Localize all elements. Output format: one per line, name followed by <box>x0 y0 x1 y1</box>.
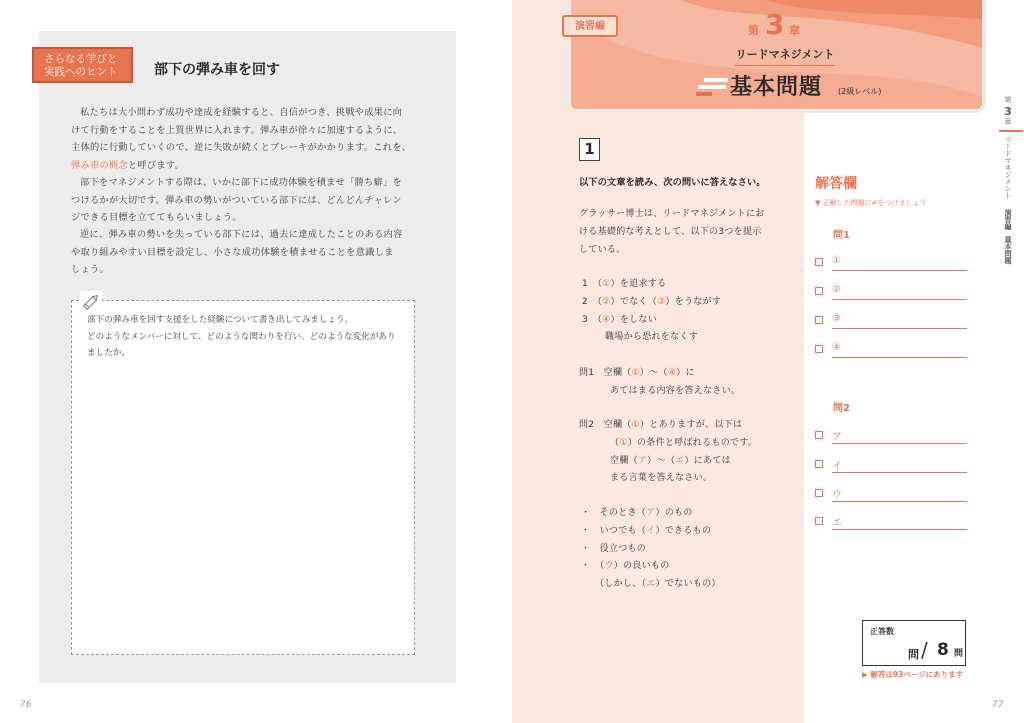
text: 空欄（ <box>603 368 632 378</box>
hint-badge <box>32 47 133 83</box>
level-label: (2級レベル) <box>838 87 882 96</box>
text: 空欄（ <box>610 455 638 466</box>
question-2-line <box>579 417 757 435</box>
section-title: 基本問題 <box>730 75 823 100</box>
checkbox[interactable] <box>815 345 823 353</box>
blank-4: ④ <box>602 314 611 325</box>
intro-line: している。 <box>579 244 626 255</box>
score-slash: / <box>921 638 928 662</box>
side-tab-bar <box>999 130 1023 132</box>
chapter-side-tab <box>999 96 1017 264</box>
question-2-line <box>579 453 757 471</box>
text: （ <box>610 437 620 448</box>
question-1-label: 問1 <box>579 368 595 378</box>
text: ）を追求する <box>610 279 667 289</box>
checkbox[interactable] <box>815 431 823 439</box>
chapter-prefix: 第 <box>748 24 759 37</box>
answer-line <box>832 501 967 502</box>
intro-line: ける基礎的な考えとして、以下の3つを提示 <box>579 226 762 237</box>
paragraph-2 <box>71 174 423 227</box>
answer-row[interactable] <box>815 487 967 501</box>
text: ）の条件と呼ばれるものです。 <box>627 437 758 448</box>
question-2-label: 問2 <box>579 420 595 430</box>
answer-line <box>832 270 967 271</box>
answer-row[interactable] <box>815 285 967 299</box>
answer-row[interactable] <box>815 458 967 472</box>
score-label: 正答数 <box>870 627 894 636</box>
left-page-title: 部下の弾み車を回す <box>154 62 280 78</box>
text: ）～（ <box>647 455 676 466</box>
question-2 <box>579 417 757 488</box>
condition-item: ・ 役立つもの <box>581 543 647 554</box>
answer-row[interactable] <box>815 256 967 270</box>
paragraph-1-line: 私たちは大小問わず成功や達成を経験すると、自信がつき、挑戦や成果に向 <box>80 107 403 118</box>
paragraph-3 <box>71 226 423 279</box>
side-tab-number: 3 <box>1004 104 1012 118</box>
score-question-unit: 問 <box>908 648 919 661</box>
answer-line <box>832 529 967 530</box>
blank: ① <box>631 368 640 378</box>
writing-prompt-line: ましたか。 <box>87 348 130 358</box>
paragraph-1-line: 主体的に行動していくので、逆に失敗が続くとブレーキがかかります。これを、 <box>71 142 412 153</box>
answer-line <box>832 299 967 300</box>
paragraph-3-line: や取り組みやすい目標を設定し、小さな成功体験を積ませることを意識しま <box>71 246 394 258</box>
answer-line <box>832 443 967 444</box>
answer-reference: ▶ 解答は93ページにあります <box>862 670 964 679</box>
text: ）～（ <box>639 368 668 378</box>
conditions-list <box>581 505 721 594</box>
checkbox[interactable] <box>815 258 823 266</box>
text: 1 （ <box>582 279 603 289</box>
blank: エ <box>646 579 656 590</box>
text: ）とありますが、以下は <box>639 420 743 430</box>
blank: イ <box>646 525 656 536</box>
text: いつでも（ <box>599 525 647 536</box>
answer-row[interactable] <box>815 429 967 443</box>
paragraph-3-line: 逆に、弾み車の勢いを失っている部下には、過去に達成したことのある内容 <box>80 229 403 240</box>
answer-label: ア <box>832 432 842 443</box>
text: ）の良いもの <box>613 561 670 572</box>
pencil-icon <box>80 291 102 313</box>
answer-row[interactable] <box>815 515 967 529</box>
page-number-left: 76 <box>20 700 32 710</box>
text: 空欄（ <box>603 420 632 430</box>
answer-note: ▼ 正解した問題に✔をつけましょう <box>815 199 927 207</box>
answer-line <box>832 328 967 329</box>
checkbox[interactable] <box>815 287 823 295</box>
blank: ア <box>646 508 656 518</box>
text: （しかし、（ <box>595 579 647 590</box>
answer-column-title: 解答欄 <box>815 176 857 192</box>
writing-prompt-line: 部下の弾み車を回す支援をした経験について書き出してみましょう。 <box>87 315 354 325</box>
answer-row[interactable] <box>815 314 967 328</box>
highlight-term: 弾み車の概念 <box>71 159 128 171</box>
writing-prompt <box>87 312 403 362</box>
text: ）をうながす <box>665 296 722 307</box>
checkbox[interactable] <box>815 460 823 468</box>
principle-1 <box>582 276 721 294</box>
text: ）にあては <box>684 455 731 466</box>
question-number: 1 <box>579 138 600 161</box>
condition-item <box>581 576 721 594</box>
side-tab-section: 演習編 <box>1004 209 1012 230</box>
chapter-subtitle: リードマネジメント <box>735 46 835 66</box>
blank: ① <box>631 420 640 430</box>
checkbox[interactable] <box>815 316 823 324</box>
question-2-line <box>579 435 757 453</box>
checkbox[interactable] <box>815 517 823 525</box>
condition-item: ・ （ウ）の良いもの <box>581 561 670 572</box>
text: 2 （ <box>582 296 603 307</box>
paragraph-2-line: つけるかが大切です。弾み車の勢いがついている部下には、どんどんチャレン <box>71 194 402 206</box>
paragraph-2-line: ジできる目標を立ててもらいましょう。 <box>71 212 242 223</box>
hint-badge-line2: 実践へのヒント <box>44 66 118 78</box>
answer-label: エ <box>832 518 842 529</box>
principle-3-note: 職場から恐れをなくす <box>605 332 699 343</box>
intro-text <box>579 206 765 259</box>
blank: ④ <box>667 368 677 378</box>
principle-3 <box>582 312 721 330</box>
answer-label: ② <box>832 284 841 295</box>
title-stripes <box>696 78 728 96</box>
text: 3 （ <box>582 314 603 325</box>
question-1-line <box>579 365 740 383</box>
answer-label: ① <box>832 255 841 266</box>
answer-label: ウ <box>832 490 842 501</box>
condition-item: ・ そのとき（ア）のもの <box>581 508 693 518</box>
question-1 <box>579 365 740 401</box>
paragraph-2-line: 部下をマネジメントする際は、いかに部下に成功体験を積ませ「勝ち癖」を <box>80 177 403 188</box>
answer-label: ④ <box>832 342 841 353</box>
paragraph-3-line: しょう。 <box>71 264 109 275</box>
writing-prompt-line: どのようなメンバーに対して、どのような関わりを行い、どのような変化があり <box>87 331 396 342</box>
exercise-badge: 演習編 <box>562 15 618 37</box>
blank: エ <box>675 455 685 466</box>
blank-1: ① <box>602 279 611 289</box>
text: ）のもの <box>655 508 693 518</box>
paragraph-1-tail: と呼びます。 <box>127 159 185 171</box>
blank: ア <box>637 455 648 466</box>
text: ）できるもの <box>655 525 712 536</box>
paragraph-1 <box>71 104 423 174</box>
question-instruction: 以下の文章を読み、次の問いに答えなさい。 <box>579 177 766 188</box>
principles-list <box>582 276 721 347</box>
answer-row[interactable] <box>815 343 967 357</box>
hint-badge-line1: さらなる学びと <box>44 53 118 65</box>
blank: ① <box>619 437 628 448</box>
score-total: 8 <box>937 640 949 660</box>
side-tab-chapter: リードマネジメント <box>1004 136 1012 199</box>
text: ）をしない <box>610 314 658 325</box>
answer-label: イ <box>832 461 842 472</box>
question-2-line: まる言葉を答えなさい。 <box>610 473 713 484</box>
side-tab-prefix: 第 <box>1004 96 1012 104</box>
text: ）に <box>676 368 695 378</box>
question-1-line: あてはまる内容を答えなさい。 <box>610 385 741 396</box>
blank-2: ② <box>602 296 611 307</box>
paragraph-1-line <box>71 157 423 175</box>
side-tab-subsection: 基本問題 <box>1004 236 1012 264</box>
text: ）でないもの） <box>655 579 721 590</box>
text: （ <box>599 561 605 572</box>
chapter-number: 3 <box>765 8 785 41</box>
answer-q1-label: 問1 <box>833 230 850 241</box>
side-tab-suffix: 章 <box>1004 117 1012 126</box>
condition-item: ・ いつでも（イ）できるもの <box>581 525 712 536</box>
answer-line <box>832 472 967 473</box>
text: そのとき（ <box>599 508 647 518</box>
paragraph-1-line: けて行動をすることを上質世界に入れます。弾み車が徐々に加速するように、 <box>71 124 403 136</box>
chapter-suffix: 章 <box>789 24 800 37</box>
text: 役立つもの <box>599 543 647 554</box>
answer-label: ③ <box>832 313 841 324</box>
blank: ウ <box>604 561 614 572</box>
intro-line: グラッサー博士は、リードマネジメントにお <box>579 209 765 219</box>
answer-line <box>832 357 967 358</box>
page-number-right: 77 <box>992 700 1004 710</box>
text: ）でなく（ <box>610 296 658 307</box>
principle-2 <box>582 294 721 312</box>
blank-3: ③ <box>657 296 666 307</box>
answer-q2-label: 問2 <box>833 403 850 414</box>
checkbox[interactable] <box>815 489 823 497</box>
score-unit: 問 <box>954 649 964 659</box>
